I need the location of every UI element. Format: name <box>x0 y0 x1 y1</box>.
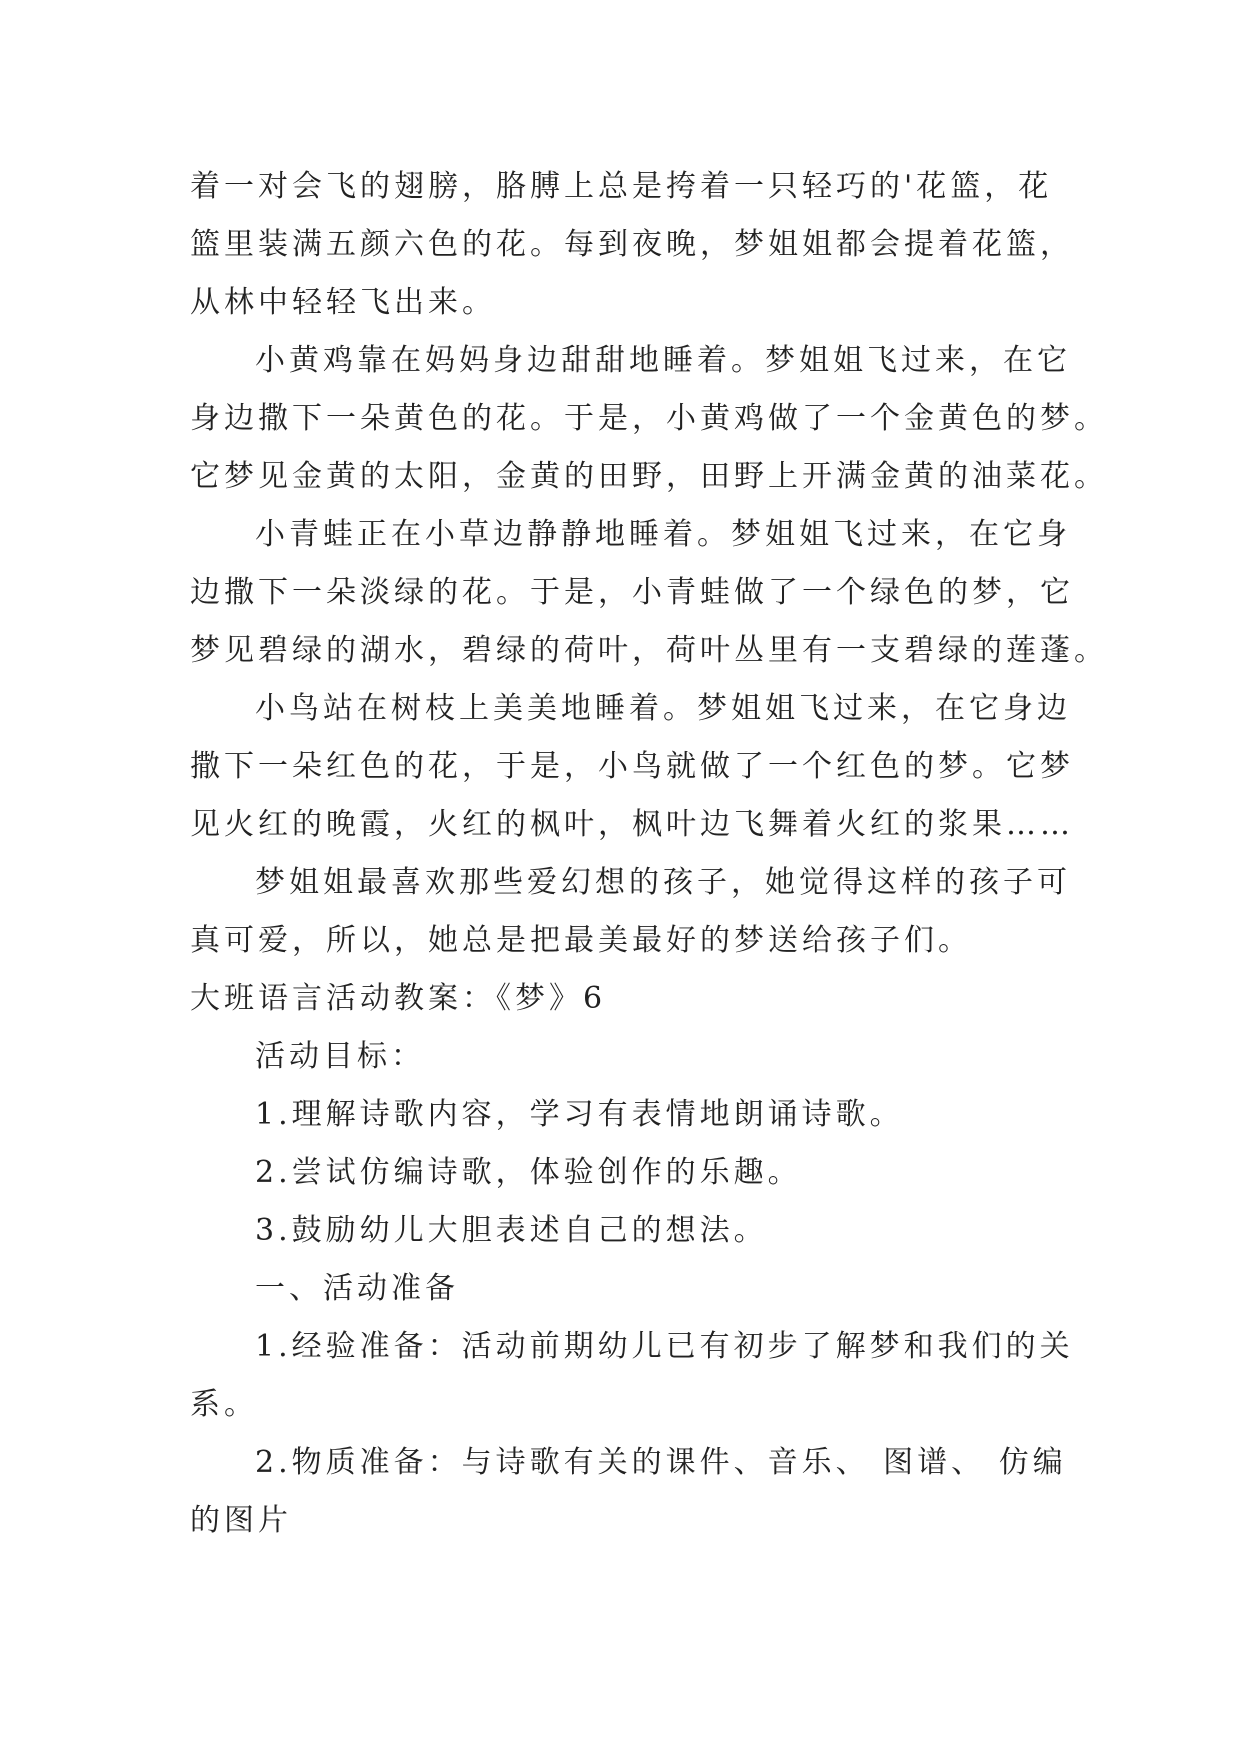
paragraph-start: 小青蛙正在小草边静静地睡着。梦姐姐飞过来，在它身 <box>255 517 1071 552</box>
text-line: 它梦见金黄的太阳，金黄的田野，田野上开满金黄的油菜花。 <box>190 459 1108 494</box>
list-item: 2.尝试仿编诗歌，体验创作的乐趣。 <box>255 1155 802 1190</box>
list-item: 1.经验准备：活动前期幼儿已有初步了解梦和我们的关 <box>255 1329 1074 1364</box>
text-line: 见火红的晚霞，火红的枫叶，枫叶边飞舞着火红的浆果…… <box>190 807 1074 842</box>
subheading: 一、活动准备 <box>255 1271 459 1306</box>
text-line: 从林中轻轻飞出来。 <box>190 285 496 320</box>
paragraph-start: 梦姐姐最喜欢那些爱幻想的孩子，她觉得这样的孩子可 <box>255 865 1071 900</box>
text-line: 边撒下一朵淡绿的花。于是，小青蛙做了一个绿色的梦，它 <box>190 575 1074 610</box>
paragraph-start: 小黄鸡靠在妈妈身边甜甜地睡着。梦姐姐飞过来，在它 <box>255 343 1071 378</box>
section-title: 大班语言活动教案：《梦》6 <box>190 981 607 1016</box>
text-line: 篮里装满五颜六色的花。每到夜晚，梦姐姐都会提着花篮， <box>190 227 1074 262</box>
text-line: 系。 <box>190 1387 258 1422</box>
list-item: 1.理解诗歌内容，学习有表情地朗诵诗歌。 <box>255 1097 904 1132</box>
subheading: 活动目标： <box>255 1039 425 1074</box>
paragraph-start: 小鸟站在树枝上美美地睡着。梦姐姐飞过来，在它身边 <box>255 691 1071 726</box>
text-line: 身边撒下一朵黄色的花。于是，小黄鸡做了一个金黄色的梦。 <box>190 401 1108 436</box>
text-line: 梦见碧绿的湖水，碧绿的荷叶，荷叶丛里有一支碧绿的莲蓬。 <box>190 633 1108 668</box>
text-line: 着一对会飞的翅膀，胳膊上总是挎着一只轻巧的'花篮，花 <box>190 169 1053 204</box>
text-line: 撒下一朵红色的花，于是，小鸟就做了一个红色的梦。它梦 <box>190 749 1074 784</box>
text-line: 真可爱，所以，她总是把最美最好的梦送给孩子们。 <box>190 923 972 958</box>
text-line: 的图片 <box>190 1503 292 1538</box>
list-item: 3.鼓励幼儿大胆表述自己的想法。 <box>255 1213 768 1248</box>
list-item: 2.物质准备：与诗歌有关的课件、音乐、 图谱、 仿编 <box>255 1445 1067 1480</box>
